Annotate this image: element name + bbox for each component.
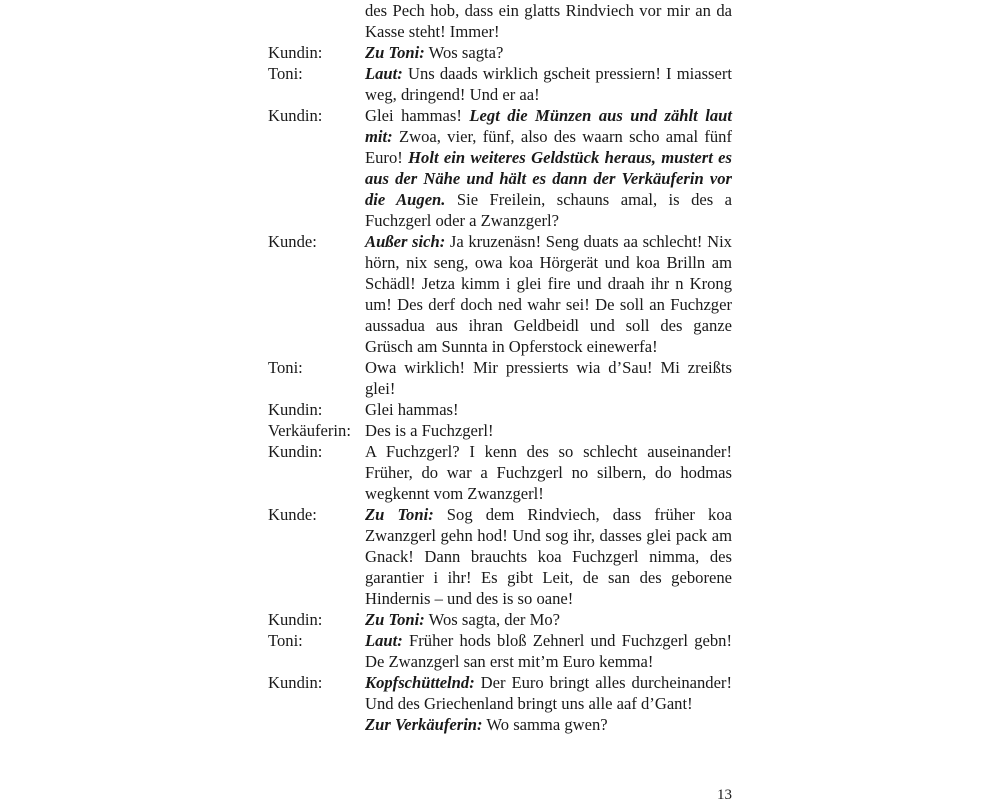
speech-text [365, 105, 732, 231]
dialogue-entry [268, 63, 732, 105]
dialogue-entry [268, 672, 732, 735]
speech-text [365, 504, 732, 609]
spoken-line: Der Euro bringt alles durcheinander! Und des Griechenland bringt uns alle aaf d’Gant! [365, 673, 732, 713]
spoken-line: Sog dem Rindviech, dass früher koa Zwanzgerl gehn hod! Und sog ihr, dasses glei pack am Gnack! Dann brauchts koa Fuchzgerl nimma, des garantier i ihr! Es gibt Leit, de san des geborene Hindernis – und des is so oane! [365, 505, 732, 608]
spoken-line: Wo samma gwen? [482, 715, 608, 734]
spoken-line: Sie Freilein, schauns amal, is des a Fuchzgerl oder a Zwanzgerl? [365, 190, 732, 230]
stage-direction: Laut: [365, 631, 403, 650]
speaker-name: Kunde: [268, 505, 317, 524]
page-number: 13 [717, 787, 732, 803]
spoken-line: des Pech hob, dass ein glatts Rindviech vor mir an da Kasse steht! Immer! [365, 1, 732, 41]
stage-direction: Holt ein weiteres Geldstück heraus, mustert es aus der Nähe und hält es dann der Verkäuferin vor die Augen. [365, 148, 732, 209]
spoken-line: Wos sagta? [424, 43, 504, 62]
spoken-line: Glei hammas! [365, 400, 459, 419]
speaker-name: Verkäuferin: [268, 421, 351, 440]
dialogue-entry [268, 609, 732, 630]
speech-text [365, 630, 732, 672]
dialogue-entry [268, 630, 732, 672]
stage-direction: Laut: [365, 64, 403, 83]
script-text [268, 0, 732, 735]
speech-text [365, 420, 732, 441]
speech-text [365, 231, 732, 357]
speech-text [365, 441, 732, 504]
speech-text [365, 0, 732, 42]
speaker-name: Kundin: [268, 43, 323, 62]
stage-direction: Zu Toni: [365, 505, 434, 524]
stage-direction: Außer sich: [365, 232, 446, 251]
speech-text [365, 63, 732, 105]
dialogue-entry [268, 504, 732, 609]
speaker-name: Kundin: [268, 610, 323, 629]
spoken-line: Früher hods bloß Zehnerl und Fuchzgerl gebn! De Zwanzgerl san erst mit’m Euro kemma! [365, 631, 732, 671]
dialogue-entry [268, 42, 732, 63]
stage-direction: Kopfschüttelnd: [365, 673, 475, 692]
dialogue-entry [268, 105, 732, 231]
speaker-name: Kundin: [268, 673, 323, 692]
speaker-name: Kunde: [268, 232, 317, 251]
spoken-line: Wos sagta, der Mo? [424, 610, 561, 629]
spoken-line: Owa wirklich! Mir pressierts wia d’Sau! Mi zreißts glei! [365, 358, 732, 398]
dialogue-entry [268, 441, 732, 504]
spoken-line: Ja kruzenäsn! Seng duats aa schlecht! Nix hörn, nix seng, owa koa Hörgerät und koa Brilln am Schädl! Jetza kimm i glei fire und draah ihr n Krong um! Des derf doch ned wahr sei! De soll an Fuchzger aussadua aus ihran Geldbeidl und soll des ganze Grüsch am Sunnta in Opferstock einewerfa! [365, 232, 732, 356]
speech-text [365, 357, 732, 399]
stage-direction: Zu Toni: [365, 610, 425, 629]
dialogue-entry [268, 0, 732, 42]
spoken-line: Des is a Fuchzgerl! [365, 421, 494, 440]
speaker-name: Kundin: [268, 442, 323, 461]
stage-direction: Legt die Münzen aus und zählt laut mit: [365, 106, 732, 146]
dialogue-entry [268, 399, 732, 420]
dialogue-entry [268, 420, 732, 441]
speech-text [365, 42, 732, 63]
speaker-name: Kundin: [268, 400, 323, 419]
stage-direction: Zur Verkäuferin: [365, 715, 483, 734]
speech-text [365, 672, 732, 735]
stage-direction: Zu Toni: [365, 43, 425, 62]
spoken-line: Zwoa, vier, fünf, also des waarn scho amal fünf Euro! [365, 127, 732, 167]
speech-text [365, 399, 732, 420]
speaker-name: Kundin: [268, 106, 323, 125]
dialogue-entry [268, 357, 732, 399]
spoken-line: A Fuchzgerl? I kenn des so schlecht auseinander! Früher, do war a Fuchzgerl no silbern, do hodmas wegkennt vom Zwanzgerl! [365, 442, 732, 503]
spoken-line: Uns daads wirklich gscheit pressiern! I miassert weg, dringend! Und er aa! [365, 64, 732, 104]
speaker-name: Toni: [268, 64, 303, 83]
speech-text [365, 609, 732, 630]
dialogue-entry [268, 231, 732, 357]
spoken-line: Glei hammas! [365, 106, 470, 125]
speaker-name: Toni: [268, 631, 303, 650]
speaker-name: Toni: [268, 358, 303, 377]
